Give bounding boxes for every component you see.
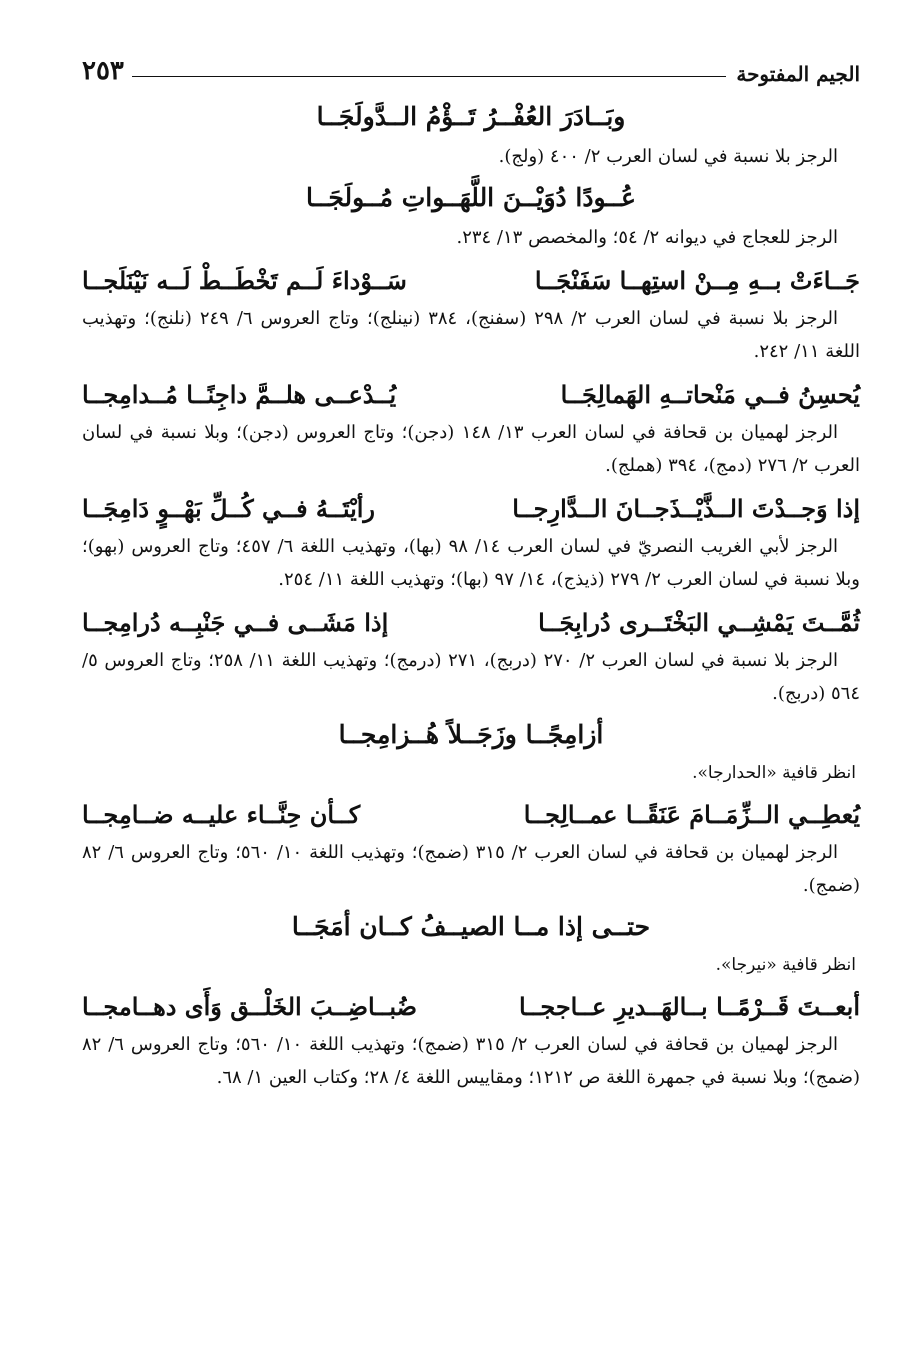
verse-hemistich-second: رأيْتَــهُ فــي كُــلِّ بَهْــوٍ دَامِجَــا xyxy=(82,494,376,523)
cross-reference: انظر قافية «الحدارجا». xyxy=(692,763,856,783)
citation-note: الرجز لهميان بن قحافة في لسان العرب ١٣/ ١٤٨ (دجن)؛ وتاج العروس (دجن)؛ وبلا نسبة في لسان العرب ٢/ ٢٧٦ (دمج)، ٣٩٤ (هملج). xyxy=(82,422,860,476)
verse-line: حتــى إذا مــا الصيــفُ كــان أمَجَــا xyxy=(291,912,651,941)
verse-hemistich-second: ضُبــاضِــبَ الخَلْــق وَأَى دهــامجــا xyxy=(82,992,418,1021)
page-body xyxy=(82,92,860,1094)
verse-hemistich-first: يُحسِنُ فــي مَنْحاتــهِ الهَمالِجَــا xyxy=(560,380,860,409)
verse-couplet xyxy=(82,604,860,642)
verse-hemistich-first: جَــاءَتْ بــهِ مِــنْ استِهــا سَفَنْجَــا xyxy=(534,266,860,295)
page-header xyxy=(82,46,860,86)
verse-line: عُــودًا دُوَيْــنَ اللَّهَــواتِ مُــولَجَــا xyxy=(306,183,636,212)
verse-hemistich-first: أبعــتَ قَــرْمًــا بــالهَــديرِ عــاججــا xyxy=(518,992,860,1021)
verse-hemistich-second: سَــوْداءَ لَــم تَخْطَــطْ لَــه نَيْنَلَجــا xyxy=(82,266,407,295)
citation-note: الرجز بلا نسبة في لسان العرب ٢/ ٢٧٠ (دربج)، ٢٧١ (درمج)؛ وتهذيب اللغة ١١/ ٢٥٨؛ وتاج العروس ٥/ ٥٦٤ (دربج). xyxy=(82,650,860,704)
verse-hemistich-first: ثُمَّــتَ يَمْشِــي البَخْتَــرى دُرابِجَــا xyxy=(538,608,860,637)
verse-hemistich-first: إذا وَجــدْتَ الــذَّيْــذَجــانَ الــدَّارِجــا xyxy=(512,494,860,523)
citation-note: الرجز لهميان بن قحافة في لسان العرب ٢/ ٣١٥ (ضمج)؛ وتهذيب اللغة ١٠/ ٥٦٠؛ وتاج العروس ٦/ ٨٢ (ضمج). xyxy=(82,842,860,896)
verse-couplet xyxy=(82,376,860,414)
cross-reference: انظر قافية «نيرجا». xyxy=(715,955,856,975)
verse-line: أزامِجًــا وزَجَــلاً هُــزامِجــا xyxy=(338,720,604,749)
verse-couplet xyxy=(82,796,860,834)
chapter-title: الجيم المفتوحة xyxy=(736,62,860,86)
citation-note: الرجز لهميان بن قحافة في لسان العرب ٢/ ٣١٥ (ضمج)؛ وتهذيب اللغة ١٠/ ٥٦٠؛ وتاج العروس ٦/ ٨٢ (ضمج)؛ وبلا نسبة في جمهرة اللغة ص ١٢١٢؛ ومقاييس اللغة ٤/ ٢٨؛ وكتاب العين ١/ ٦٨. xyxy=(82,1034,860,1088)
verse-couplet xyxy=(82,988,860,1026)
verse-hemistich-second: إذا مَشَــى فــي جَنْبِــه دُرامِجــا xyxy=(82,608,389,637)
citation-note: الرجز لأبي الغريب النصريّ في لسان العرب ١٤/ ٩٨ (بها)، وتهذيب اللغة ٦/ ٤٥٧؛ وتاج العروس (بهو)؛ وبلا نسبة في لسان العرب ٢/ ٢٧٩ (ذيذج)، ١٤/ ٩٧ (بها)؛ وتهذيب اللغة ١١/ ٢٥٤. xyxy=(82,536,860,590)
verse-couplet xyxy=(82,490,860,528)
citation-note: الرجز بلا نسبة في لسان العرب ٢/ ٢٩٨ (سفنج)، ٣٨٤ (نينلج)؛ وتاج العروس ٦/ ٢٤٩ (نلنج)؛ وتهذيب اللغة ١١/ ٢٤٢. xyxy=(82,308,860,362)
page-number: ٢٥٣ xyxy=(82,56,124,86)
verse-line: وبَــادَرَ العُفْــرُ تَــؤْمُ الــدَّولَجَــا xyxy=(316,102,626,131)
header-rule xyxy=(132,76,726,77)
verse-hemistich-second: يُــدْعــى هلــمَّ داجِنًــا مُــدامِجــا xyxy=(82,380,397,409)
citation-note: الرجز بلا نسبة في لسان العرب ٢/ ٤٠٠ (ولج). xyxy=(498,146,838,167)
verse-couplet xyxy=(82,262,860,300)
verse-hemistich-second: كــأن حِنَّــاء عليــه ضــامِجــا xyxy=(82,800,361,829)
verse-hemistich-first: يُعطِــي الــزِّمَــامَ عَنَقًــا عمــالِجــا xyxy=(523,800,860,829)
citation-note: الرجز للعجاج في ديوانه ٢/ ٥٤؛ والمخصص ١٣/ ٢٣٤. xyxy=(456,227,838,248)
